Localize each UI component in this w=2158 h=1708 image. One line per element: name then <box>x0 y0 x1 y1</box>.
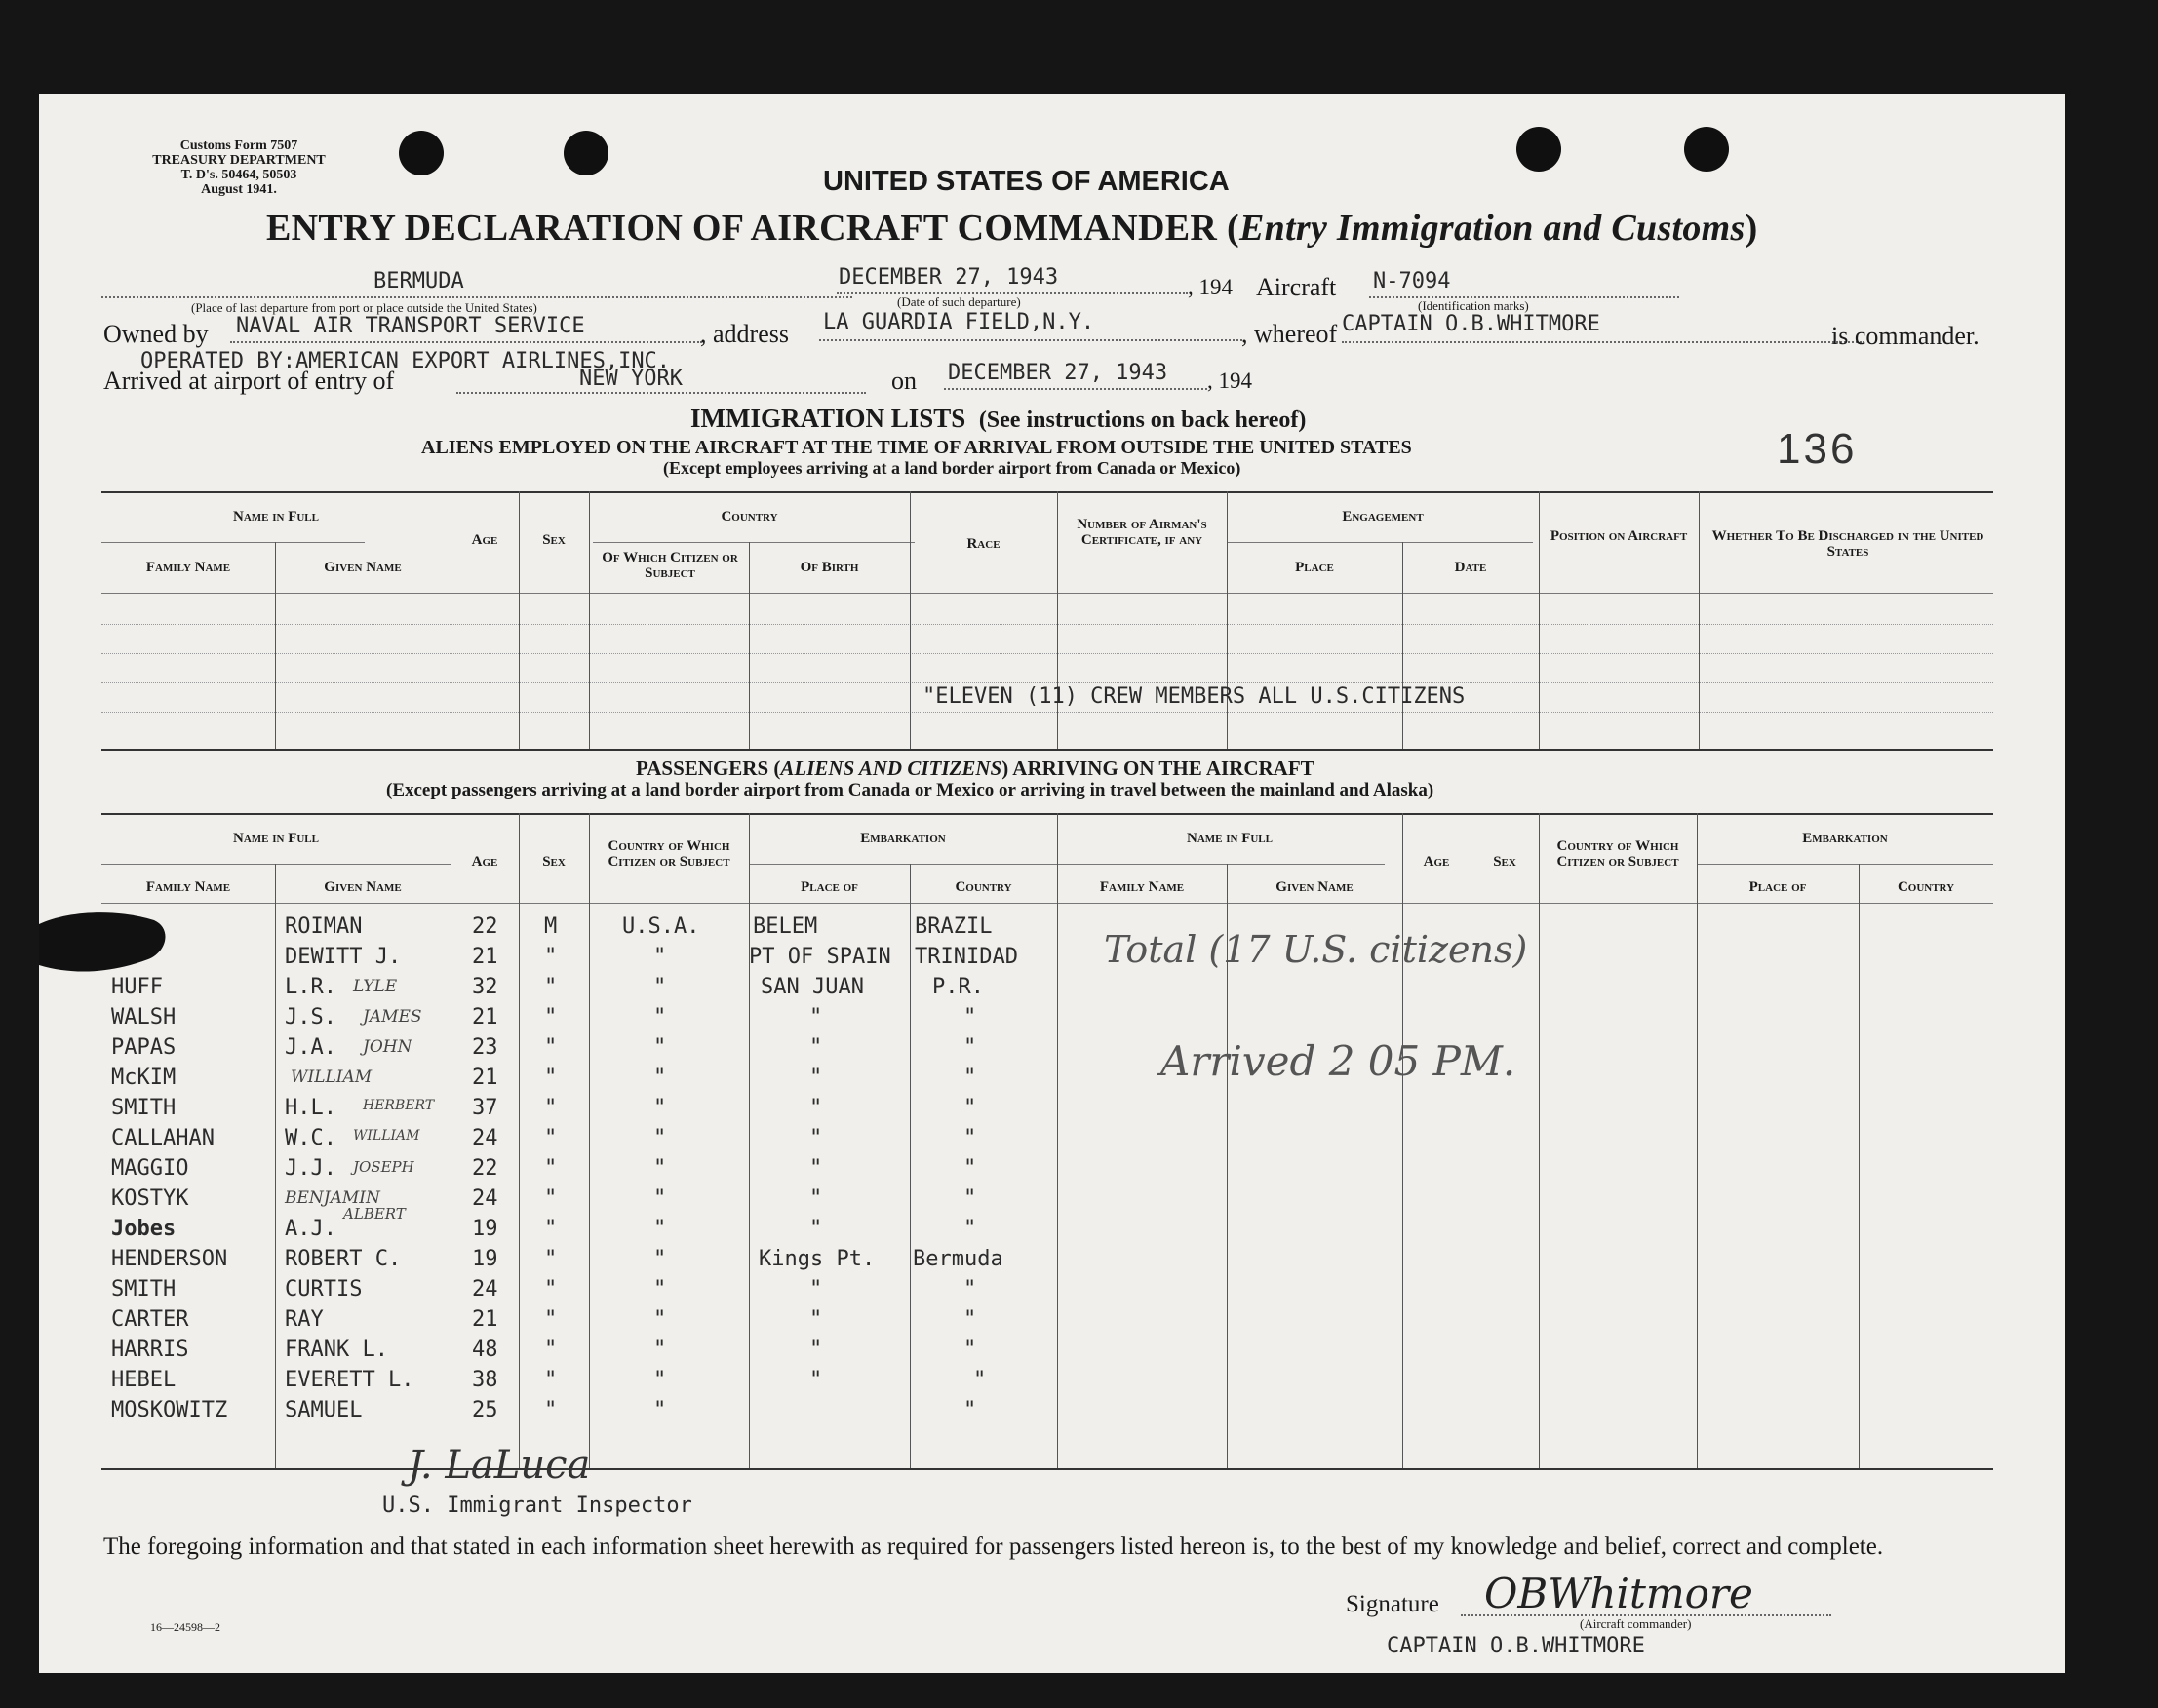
citizen-of: " <box>653 1277 667 1301</box>
embark-country: " <box>963 1217 977 1241</box>
embark-country: " <box>963 1398 977 1422</box>
age: 24 <box>472 1126 498 1150</box>
embark-country: " <box>963 1126 977 1150</box>
table-row <box>39 1126 2065 1156</box>
given-name: A.J. <box>285 1217 336 1241</box>
pax-head-bottom <box>101 903 1993 904</box>
given-name-handwritten: WILLIAM <box>291 1068 373 1087</box>
aliens-subheading: (Except employees arriving at a land border airport from Canada or Mexico) <box>663 458 1241 478</box>
signature-caption: (Aircraft commander) <box>1580 1616 1692 1631</box>
citizen-of: " <box>653 1186 667 1211</box>
embark-country: Bermuda <box>913 1247 1003 1271</box>
passengers-title-a: PASSENGERS ( <box>636 757 781 780</box>
given-name: J.J. <box>285 1156 336 1181</box>
age: 23 <box>472 1035 498 1060</box>
owner-address: LA GUARDIA FIELD,N.Y. <box>823 310 1095 334</box>
sex: " <box>544 1217 558 1241</box>
embark-country: " <box>963 1096 977 1120</box>
sex: " <box>544 1247 558 1271</box>
table-row <box>39 1307 2065 1338</box>
age: 25 <box>472 1398 498 1422</box>
embark-place: " <box>809 1156 823 1181</box>
citizen-of: " <box>653 1368 667 1392</box>
family-name: HARRIS <box>111 1338 189 1362</box>
given-name-handwritten: ALBERT <box>343 1205 406 1223</box>
col-rule <box>1227 491 1228 749</box>
age: 22 <box>472 914 498 939</box>
arrival-on-label: on <box>891 367 917 395</box>
pax-header-given-2: Given Name <box>1275 879 1354 895</box>
age: 19 <box>472 1247 498 1271</box>
table-row <box>39 1096 2065 1126</box>
embark-country: " <box>973 1368 987 1392</box>
main-title-close: ) <box>1745 208 1758 249</box>
embark-place: " <box>809 1066 823 1090</box>
given-name: SAMUEL <box>285 1398 363 1422</box>
given-name: ROIMAN <box>285 914 363 939</box>
hand-note-arrived: Arrived 2 05 PM. <box>1160 1037 1516 1085</box>
given-name: ROBERT C. <box>285 1247 402 1271</box>
departure-place: BERMUDA <box>373 269 464 293</box>
departure-place-line <box>101 296 852 298</box>
address-label: , address <box>700 320 789 348</box>
given-name-handwritten: BENJAMIN <box>285 1188 380 1208</box>
given-name: DEWITT J. <box>285 945 402 969</box>
crew-header-race: Race <box>966 536 1001 552</box>
pax-header-citizen: Country of Which Citizen or Subject <box>608 838 730 870</box>
pax-header-country-2: Country <box>1897 879 1955 895</box>
family-name: Jobes <box>111 1217 177 1241</box>
crew-header-place: Place <box>1295 560 1334 575</box>
family-name: CALLAHAN <box>111 1126 215 1150</box>
arrival-port-line <box>456 392 866 394</box>
family-name: HUFF <box>111 975 163 999</box>
sex: " <box>544 1338 558 1362</box>
sex: " <box>544 1186 558 1211</box>
pax-header-place-2: Place of <box>1748 879 1807 895</box>
crew-note: "ELEVEN (11) CREW MEMBERS ALL U.S.CITIZENS <box>922 684 1466 709</box>
form-date: August 1941. <box>201 182 277 197</box>
given-name-handwritten: JOSEPH <box>353 1158 414 1176</box>
commander-signature: OBWhitmore <box>1484 1570 1753 1617</box>
given-name: RAY <box>285 1307 324 1332</box>
commander-typed-name: CAPTAIN O.B.WHITMORE <box>1387 1634 1645 1658</box>
embark-place: " <box>809 1277 823 1301</box>
given-name-handwritten: JAMES <box>363 1007 422 1027</box>
pax-table-bottom <box>101 1468 1993 1470</box>
whereof-label: , whereof <box>1241 320 1338 348</box>
age: 21 <box>472 1005 498 1029</box>
sex: " <box>544 1307 558 1332</box>
given-name: EVERETT L. <box>285 1368 414 1392</box>
pax-header-sex: Sex <box>542 854 566 870</box>
family-name: SMITH <box>111 1096 177 1120</box>
sex: " <box>544 1368 558 1392</box>
departure-date-caption: (Date of such departure) <box>897 294 1021 309</box>
inspector-label: U.S. Immigrant Inspector <box>382 1494 692 1518</box>
departure-place-caption: (Place of last departure from port or place outside the United States) <box>191 300 537 315</box>
passengers-subtitle: (Except passengers arriving at a land border airport from Canada or Mexico or arriving in travel between the mainland and Alaska) <box>386 780 1434 800</box>
department: TREASURY DEPARTMENT <box>152 153 326 168</box>
table-row <box>39 1005 2065 1035</box>
sex: " <box>544 1066 558 1090</box>
citizen-of: " <box>653 1247 667 1271</box>
inspector-signature: J. LaLuca <box>408 1443 591 1488</box>
table-row <box>39 1398 2065 1428</box>
family-name: MAGGIO <box>111 1156 189 1181</box>
pax-header-country: Country <box>955 879 1012 895</box>
given-name-handwritten: WILLIAM <box>353 1128 420 1144</box>
table-row <box>39 1035 2065 1066</box>
citizen-of: " <box>653 1307 667 1332</box>
aircraft-id-caption: (Identification marks) <box>1418 298 1529 313</box>
given-name: H.L. <box>285 1096 336 1120</box>
pax-header-name: Name in Full <box>232 831 319 846</box>
citizen-of: " <box>653 1066 667 1090</box>
passengers-title <box>636 757 1314 781</box>
given-name: J.S. <box>285 1005 336 1029</box>
family-name: SMITH <box>111 1277 177 1301</box>
col-rule <box>910 491 911 749</box>
embark-country: BRAZIL <box>915 914 993 939</box>
crew-table-subrule <box>101 542 365 543</box>
table-row <box>39 1368 2065 1398</box>
crew-row-line <box>101 712 1993 713</box>
embark-country: " <box>963 1156 977 1181</box>
sex: " <box>544 945 558 969</box>
table-row <box>39 1156 2065 1186</box>
citizen-of: " <box>653 945 667 969</box>
sex: " <box>544 1096 558 1120</box>
sex: M <box>544 914 558 939</box>
page-number: 136 <box>1777 425 1858 473</box>
family-name: KOSTYK <box>111 1186 189 1211</box>
arrival-date: DECEMBER 27, 1943 <box>948 361 1168 385</box>
owned-by-line <box>230 341 702 343</box>
punch-hole <box>564 131 608 175</box>
col-rule <box>1699 491 1700 749</box>
given-name: W.C. <box>285 1126 336 1150</box>
arrival-year: , 194 <box>1207 369 1252 393</box>
departure-year: , 194 <box>1188 275 1233 299</box>
crew-row-line <box>101 624 1993 625</box>
embark-place: " <box>809 1217 823 1241</box>
is-commander-label: is commander. <box>1831 322 1980 350</box>
signature-label: Signature <box>1346 1591 1439 1617</box>
aliens-heading: ALIENS EMPLOYED ON THE AIRCRAFT AT THE TIME OF ARRIVAL FROM OUTSIDE THE UNITED STATES <box>421 437 1412 458</box>
arrived-label: Arrived at airport of entry of <box>103 367 395 395</box>
citizen-of: " <box>653 1096 667 1120</box>
pax-subrule <box>1057 864 1385 865</box>
citizen-of: U.S.A. <box>622 914 700 939</box>
pax-subrule <box>101 864 451 865</box>
aircraft-label: Aircraft <box>1256 273 1337 301</box>
sex: " <box>544 1277 558 1301</box>
embark-country: " <box>963 1338 977 1362</box>
crew-table-subrule <box>593 542 915 543</box>
col-rule <box>589 491 590 749</box>
passengers-title-b: ) ARRIVING ON THE AIRCRAFT <box>1001 757 1314 780</box>
pax-table-top <box>101 813 1993 815</box>
citizen-of: " <box>653 1005 667 1029</box>
country-title: UNITED STATES OF AMERICA <box>823 166 1230 197</box>
embark-country: " <box>963 1307 977 1332</box>
given-name-handwritten: HERBERT <box>363 1098 435 1113</box>
crew-header-date: Date <box>1454 560 1487 575</box>
pax-header-citizen-2: Country of Which Citizen or Subject <box>1556 838 1679 870</box>
given-name: L.R. <box>285 975 336 999</box>
form-number: Customs Form 7507 <box>179 138 298 153</box>
citizen-of: " <box>653 1035 667 1060</box>
age: 19 <box>472 1217 498 1241</box>
pax-subrule <box>1697 864 1993 865</box>
embark-place: Kings Pt. <box>759 1247 876 1271</box>
sex: " <box>544 1398 558 1422</box>
family-name: CARTER <box>111 1307 189 1332</box>
given-name-handwritten: LYLE <box>353 977 398 996</box>
crew-header-discharged: Whether To Be Discharged in the United States <box>1711 528 1984 560</box>
pax-header-age-2: Age <box>1423 854 1450 870</box>
pax-header-age: Age <box>471 854 498 870</box>
embark-place: " <box>809 1186 823 1211</box>
sex: " <box>544 1035 558 1060</box>
crew-header-given: Given Name <box>324 560 402 575</box>
pax-header-name-2: Name in Full <box>1186 831 1273 846</box>
table-row <box>39 1205 2065 1247</box>
citizen-of: " <box>653 1217 667 1241</box>
family-name: HENDERSON <box>111 1247 228 1271</box>
age: 22 <box>472 1156 498 1181</box>
citizen-of: " <box>653 1156 667 1181</box>
embark-place: " <box>809 1126 823 1150</box>
owned-by-label: Owned by <box>103 320 209 348</box>
main-title-plain: ENTRY DECLARATION OF AIRCRAFT COMMANDER ( <box>266 208 1239 249</box>
passengers-title-italic: ALIENS AND CITIZENS <box>780 757 1002 780</box>
age: 38 <box>472 1368 498 1392</box>
crew-table-subrule <box>1227 542 1533 543</box>
crew-header-name: Name in Full <box>232 509 319 524</box>
family-name: PAPAS <box>111 1035 177 1060</box>
embark-country: " <box>963 1186 977 1211</box>
crew-table-top <box>101 491 1993 493</box>
embark-country: P.R. <box>932 975 984 999</box>
pax-subrule <box>749 864 1077 865</box>
embark-country: " <box>963 1066 977 1090</box>
footer-code: 16—24598—2 <box>150 1620 220 1634</box>
family-name: HEBEL <box>111 1368 177 1392</box>
crew-header-age: Age <box>471 532 498 548</box>
table-row <box>39 1066 2065 1096</box>
arrival-date-line <box>944 388 1207 390</box>
pax-header-family-2: Family Name <box>1099 879 1185 895</box>
age: 48 <box>472 1338 498 1362</box>
citizen-of: " <box>653 1338 667 1362</box>
immigration-instructions: (See instructions on back hereof) <box>978 408 1307 433</box>
immigration-title-text: IMMIGRATION LISTS <box>690 404 966 433</box>
ink-blot <box>39 907 176 985</box>
embark-place: " <box>809 1005 823 1029</box>
embark-country: " <box>963 1277 977 1301</box>
pax-header-sex-2: Sex <box>1493 854 1516 870</box>
family-name: MOSKOWITZ <box>111 1398 228 1422</box>
crew-row-line <box>101 682 1993 683</box>
col-rule <box>1057 491 1058 749</box>
family-name: WALSH <box>111 1005 177 1029</box>
col-rule <box>519 491 520 749</box>
sex: " <box>544 1156 558 1181</box>
crew-row-line <box>101 653 1993 654</box>
table-row <box>39 945 2065 975</box>
pax-header-place: Place of <box>801 879 858 895</box>
embark-place: " <box>809 1096 823 1120</box>
embark-country: " <box>963 1005 977 1029</box>
arrival-port: NEW YORK <box>579 367 683 391</box>
pax-header-embarkation-2: Embarkation <box>1802 831 1888 846</box>
embark-place: BELEM <box>753 914 818 939</box>
embark-place: " <box>809 1338 823 1362</box>
crew-header-position: Position on Aircraft <box>1550 528 1688 544</box>
given-name: CURTIS <box>285 1277 363 1301</box>
family-name: McKIM <box>111 1066 177 1090</box>
embark-place: PT OF SPAIN <box>749 945 891 969</box>
crew-header-country: Country <box>721 509 778 524</box>
citizen-of: " <box>653 1126 667 1150</box>
main-title-italic: Entry Immigration and Customs <box>1238 208 1746 249</box>
given-name: J.A. <box>285 1035 336 1060</box>
age: 32 <box>472 975 498 999</box>
punch-hole <box>1684 127 1729 172</box>
crew-header-citizen: Of Which Citizen or Subject <box>602 550 738 581</box>
owner-address-line <box>819 339 1242 341</box>
col-rule <box>1539 491 1540 749</box>
given-name-handwritten: JOHN <box>363 1037 412 1057</box>
form-sheet <box>39 94 2065 1673</box>
age: 24 <box>472 1186 498 1211</box>
hand-note-total: Total (17 U.S. citizens) <box>1104 928 1528 971</box>
crew-header-engagement: Engagement <box>1342 509 1424 524</box>
immigration-title <box>690 404 1306 434</box>
table-row <box>39 1277 2065 1307</box>
given-name: FRANK L. <box>285 1338 388 1362</box>
aircraft-id: N-7094 <box>1373 269 1451 293</box>
crew-table-head-bottom <box>101 593 1993 594</box>
punch-hole <box>399 131 444 175</box>
main-title <box>266 207 1758 250</box>
sex: " <box>544 1005 558 1029</box>
embark-country: " <box>963 1035 977 1060</box>
age: 21 <box>472 1307 498 1332</box>
age: 21 <box>472 1066 498 1090</box>
crew-table-bottom <box>101 749 1993 751</box>
sex: " <box>544 975 558 999</box>
embark-place: " <box>809 1368 823 1392</box>
embark-place: " <box>809 1035 823 1060</box>
certification-text: The foregoing information and that stated in each information sheet herewith as required for passengers listed hereon is, to the best of my knowledge and belief, correct and complete. <box>103 1533 1884 1560</box>
embark-country: TRINIDAD <box>915 945 1018 969</box>
punch-hole <box>1516 127 1561 172</box>
table-row <box>39 1247 2065 1277</box>
crew-header-family: Family Name <box>145 560 231 575</box>
citizen-of: " <box>653 975 667 999</box>
pax-header-family: Family Name <box>145 879 231 895</box>
embark-place: SAN JUAN <box>761 975 864 999</box>
age: 24 <box>472 1277 498 1301</box>
embark-place: " <box>809 1307 823 1332</box>
crew-header-cert: Number of Airman's Certificate, if any <box>1077 517 1207 548</box>
table-row <box>39 914 2065 945</box>
operated-by: OPERATED BY:AMERICAN EXPORT AIRLINES,INC. <box>140 349 671 373</box>
crew-header-sex: Sex <box>542 532 566 548</box>
owned-by: NAVAL AIR TRANSPORT SERVICE <box>236 314 585 338</box>
pax-header-given: Given Name <box>324 879 402 895</box>
pax-header-embarkation: Embarkation <box>860 831 946 846</box>
sex: " <box>544 1126 558 1150</box>
td-numbers: T. D's. 50464, 50503 <box>180 168 297 182</box>
form-id-block <box>98 138 380 197</box>
commander-line <box>1342 341 1864 343</box>
age: 37 <box>472 1096 498 1120</box>
commander-name: CAPTAIN O.B.WHITMORE <box>1342 312 1600 336</box>
table-row <box>39 975 2065 1005</box>
crew-header-birth: Of Birth <box>800 560 859 575</box>
departure-date: DECEMBER 27, 1943 <box>839 265 1059 290</box>
age: 21 <box>472 945 498 969</box>
citizen-of: " <box>653 1398 667 1422</box>
table-row <box>39 1338 2065 1368</box>
